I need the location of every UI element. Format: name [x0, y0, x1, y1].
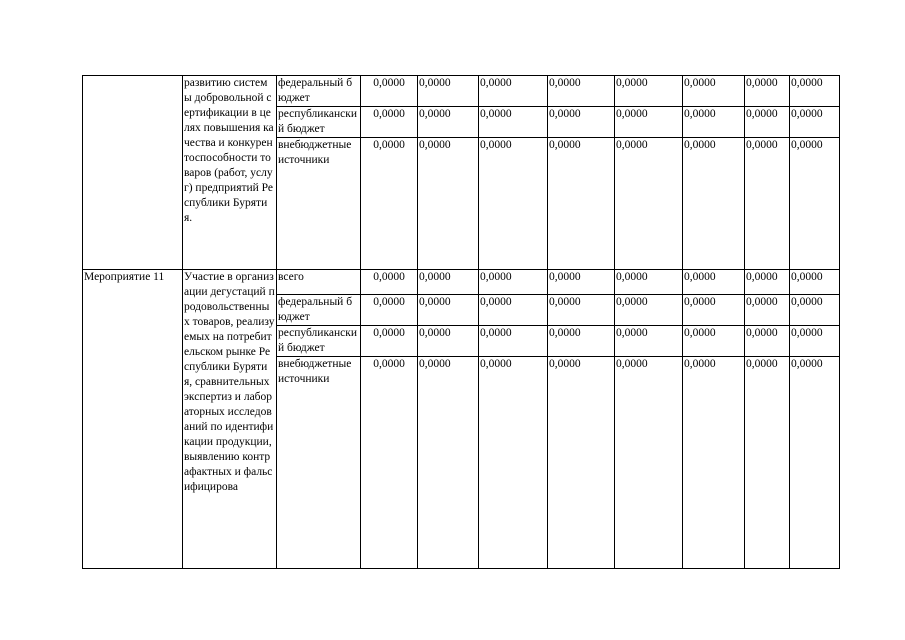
amount-cell: 0,0000 — [361, 326, 418, 357]
amount-cell: 0,0000 — [683, 357, 745, 569]
amount-cell: 0,0000 — [418, 76, 479, 107]
amount-cell: 0,0000 — [418, 357, 479, 569]
amount-cell: 0,0000 — [745, 270, 790, 295]
amount-cell: 0,0000 — [745, 326, 790, 357]
amount-cell: 0,0000 — [479, 76, 548, 107]
amount-cell: 0,0000 — [479, 357, 548, 569]
amount-cell: 0,0000 — [790, 357, 840, 569]
amount-cell: 0,0000 — [418, 270, 479, 295]
amount-cell: 0,0000 — [615, 270, 683, 295]
amount-cell: 0,0000 — [548, 357, 615, 569]
activity-label — [83, 76, 183, 270]
amount-cell: 0,0000 — [745, 76, 790, 107]
funding-source: внебюджетные источники — [277, 138, 361, 270]
amount-cell: 0,0000 — [548, 76, 615, 107]
amount-cell: 0,0000 — [418, 107, 479, 138]
amount-cell: 0,0000 — [790, 107, 840, 138]
amount-cell: 0,0000 — [418, 295, 479, 326]
amount-cell: 0,0000 — [745, 357, 790, 569]
amount-cell: 0,0000 — [745, 295, 790, 326]
amount-cell: 0,0000 — [615, 326, 683, 357]
table-row — [83, 270, 840, 295]
amount-cell: 0,0000 — [361, 295, 418, 326]
activity-description: развитию системы добровольной сертификации в целях повышения качества и конкурентоспособности товаров (работ, услуг) предприятий Республики Бурятия. — [183, 76, 277, 270]
amount-cell: 0,0000 — [479, 107, 548, 138]
amount-cell: 0,0000 — [683, 326, 745, 357]
amount-cell: 0,0000 — [548, 326, 615, 357]
amount-cell: 0,0000 — [790, 270, 840, 295]
amount-cell: 0,0000 — [615, 138, 683, 270]
amount-cell: 0,0000 — [683, 138, 745, 270]
amount-cell: 0,0000 — [615, 76, 683, 107]
funding-source: республиканский бюджет — [277, 326, 361, 357]
activity-description: Участие в организации дегустаций продовольственных товаров, реализуемых на потребительском рынке Республики Бурятия, сравнительных экспертиз и лабораторных исследований по идентификации продукции, выявлению контрафактных и фальсифицирова — [183, 270, 277, 569]
amount-cell: 0,0000 — [790, 295, 840, 326]
amount-cell: 0,0000 — [790, 326, 840, 357]
amount-cell: 0,0000 — [361, 107, 418, 138]
funding-source: федеральный бюджет — [277, 295, 361, 326]
amount-cell: 0,0000 — [615, 107, 683, 138]
funding-source: всего — [277, 270, 361, 295]
amount-cell: 0,0000 — [548, 107, 615, 138]
table-row — [83, 76, 840, 107]
funding-source: федеральный бюджет — [277, 76, 361, 107]
funding-source: внебюджетные источники — [277, 357, 361, 569]
funding-source: республиканский бюджет — [277, 107, 361, 138]
amount-cell: 0,0000 — [361, 357, 418, 569]
amount-cell: 0,0000 — [683, 107, 745, 138]
amount-cell: 0,0000 — [548, 295, 615, 326]
amount-cell: 0,0000 — [361, 270, 418, 295]
amount-cell: 0,0000 — [790, 76, 840, 107]
amount-cell: 0,0000 — [418, 326, 479, 357]
activity-label: Мероприятие 11 — [83, 270, 183, 569]
budget-table — [82, 75, 840, 569]
amount-cell: 0,0000 — [790, 138, 840, 270]
amount-cell: 0,0000 — [479, 270, 548, 295]
amount-cell: 0,0000 — [745, 138, 790, 270]
amount-cell: 0,0000 — [615, 357, 683, 569]
amount-cell: 0,0000 — [418, 138, 479, 270]
amount-cell: 0,0000 — [479, 326, 548, 357]
amount-cell: 0,0000 — [361, 76, 418, 107]
amount-cell: 0,0000 — [548, 138, 615, 270]
amount-cell: 0,0000 — [745, 107, 790, 138]
amount-cell: 0,0000 — [683, 76, 745, 107]
amount-cell: 0,0000 — [479, 295, 548, 326]
amount-cell: 0,0000 — [615, 295, 683, 326]
amount-cell: 0,0000 — [479, 138, 548, 270]
amount-cell: 0,0000 — [548, 270, 615, 295]
amount-cell: 0,0000 — [361, 138, 418, 270]
amount-cell: 0,0000 — [683, 295, 745, 326]
amount-cell: 0,0000 — [683, 270, 745, 295]
